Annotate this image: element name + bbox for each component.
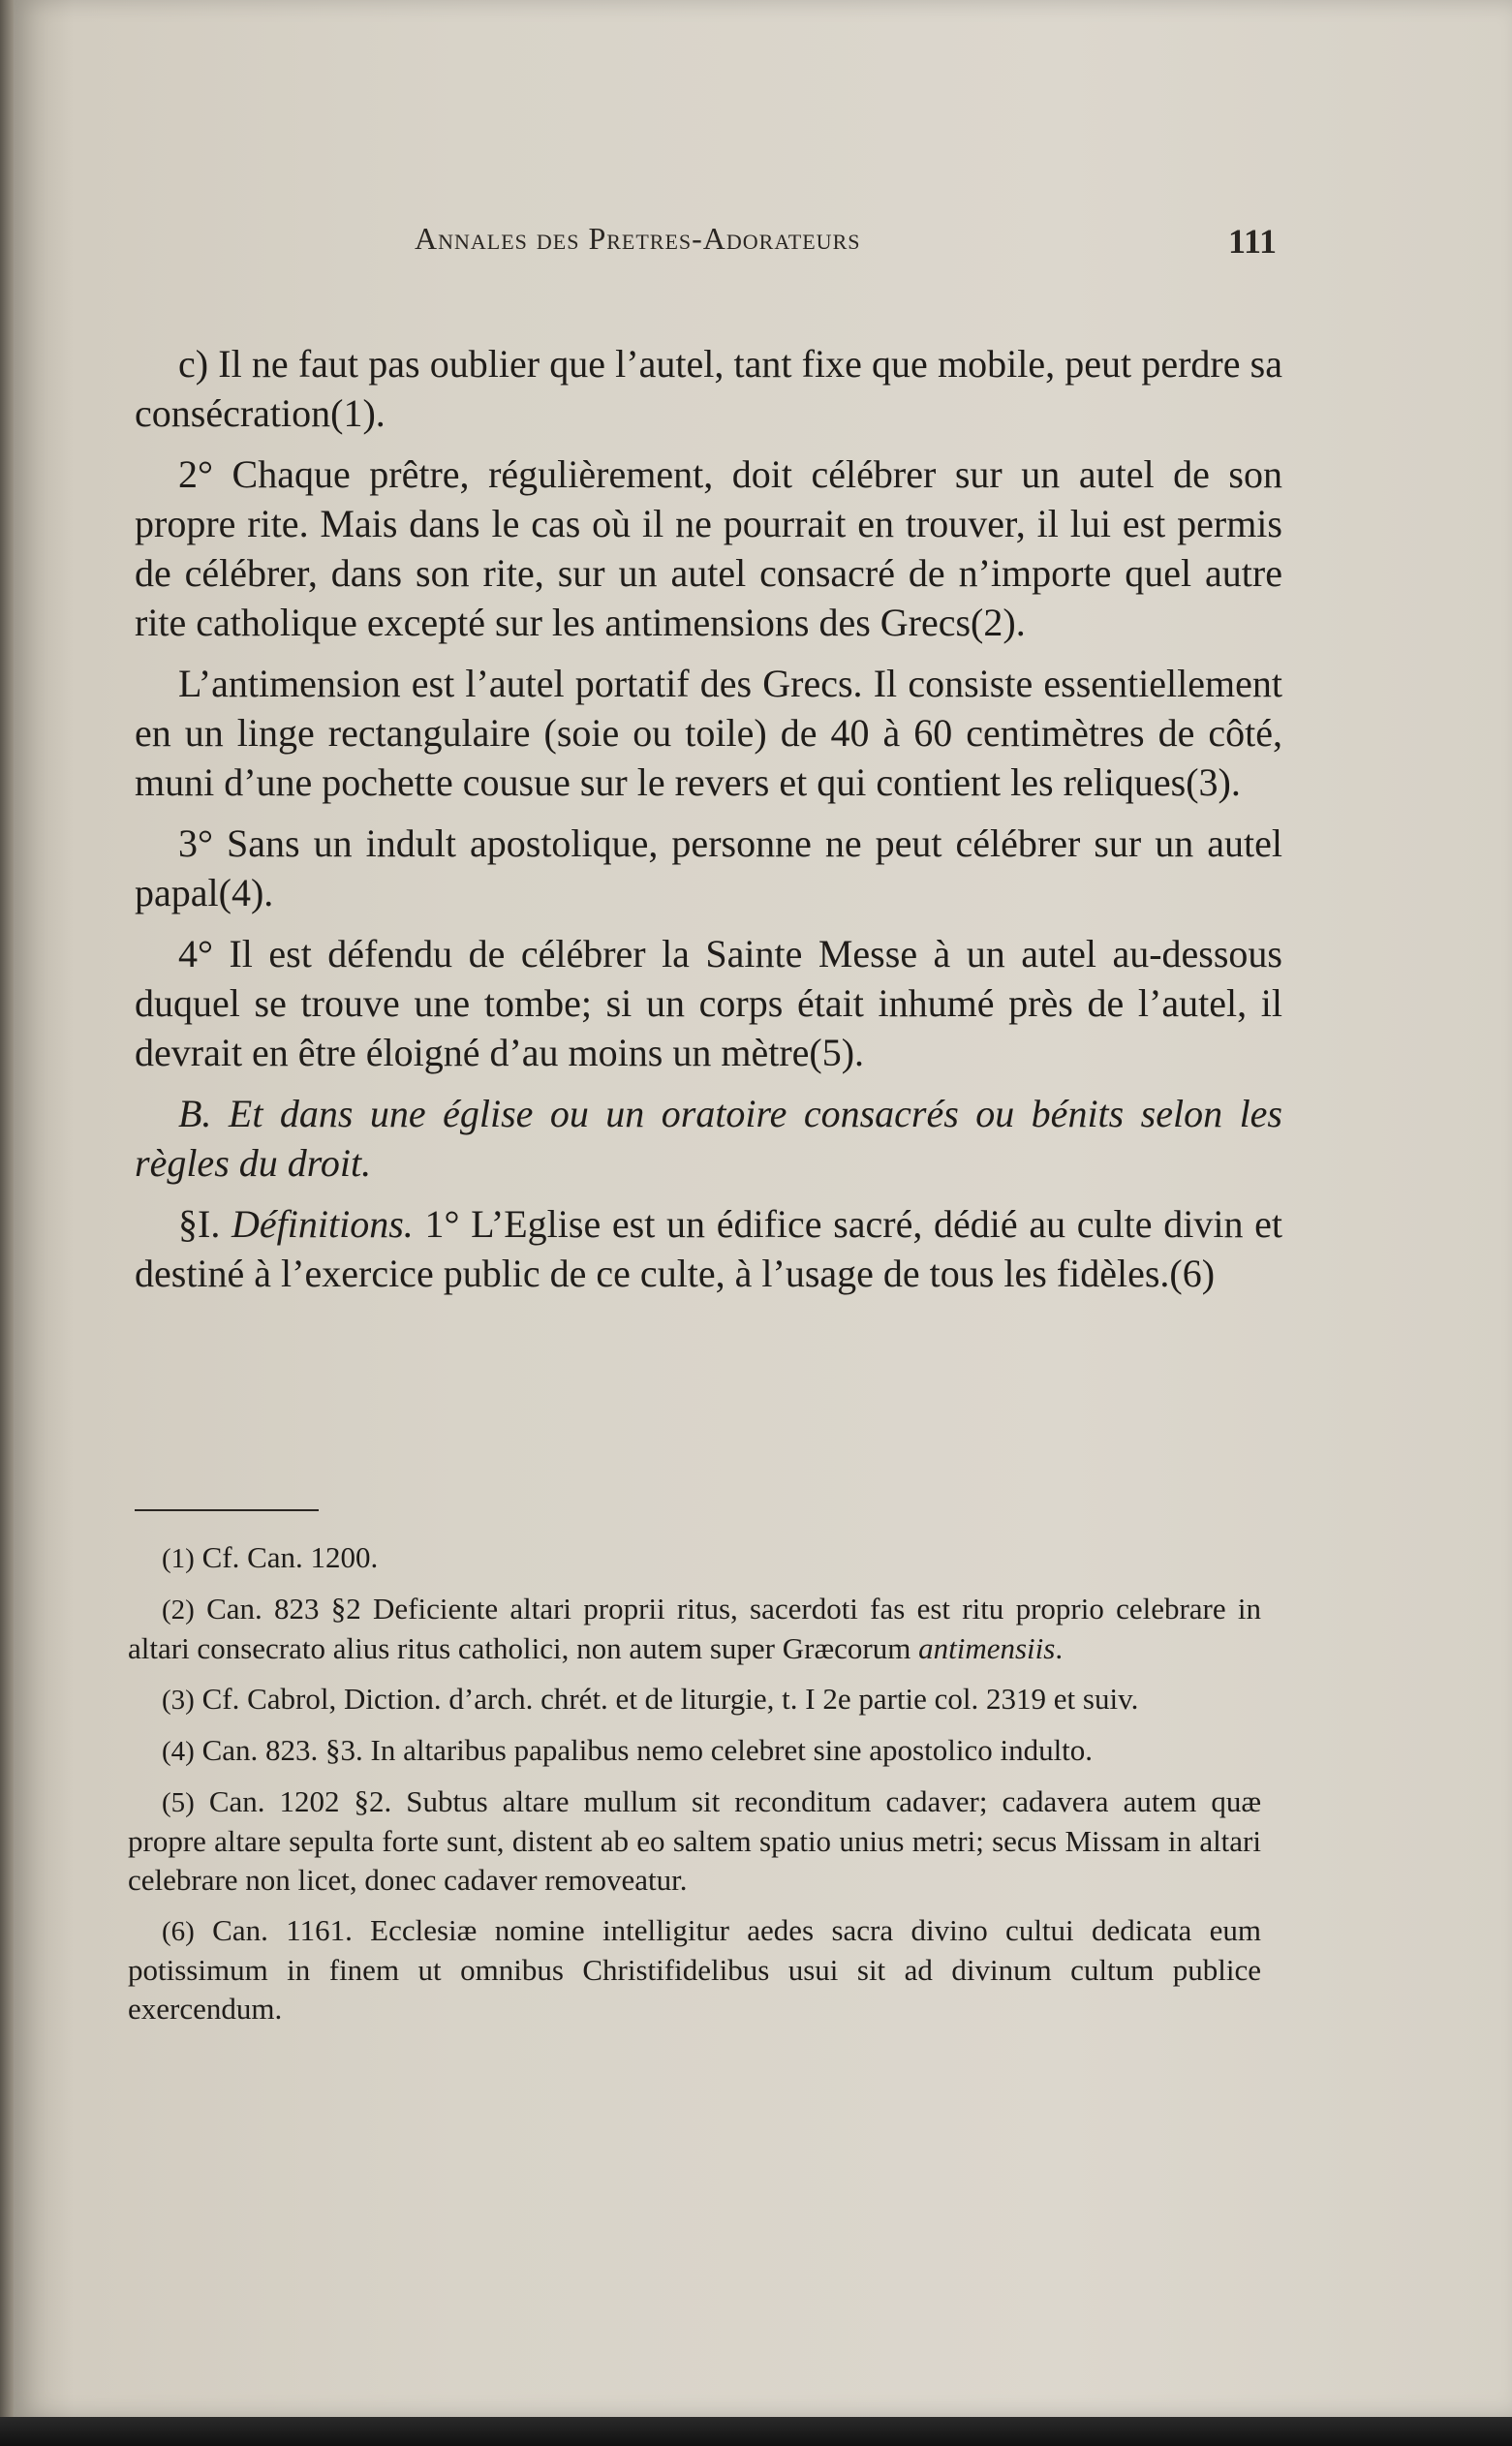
- paragraph-3: L’antimension est l’autel portatif des Grecs. Il consiste essentiellement en un linge rectangulaire (soie ou toile) de 40 à 60 centimètres de côté, muni d’une pochette cousue sur le revers et qui contient les reliques(3).: [135, 662, 1282, 804]
- footnote-text: Can. 823. §3. In altaribus papalibus nemo celebret sine apostolico indulto.: [194, 1733, 1094, 1767]
- definitions-term: Définitions.: [231, 1202, 414, 1246]
- book-gutter: [0, 0, 14, 2446]
- footnote-emphasis: antimensiis: [918, 1631, 1056, 1665]
- footnote-text: Cf. Cabrol, Diction. d’arch. chrét. et de liturgie, t. I 2e partie col. 2319 et suiv.: [194, 1682, 1139, 1716]
- footnote-number: (4): [162, 1736, 195, 1767]
- section-mark: §I.: [178, 1202, 221, 1246]
- footnote-text: Can. 1202 §2. Subtus altare mullum sit reconditum cadaver; cadavera autem quæ propre altare sepulta forte sunt, distent ab eo saltem spatio unius metri; secus Missam in altari celebrare non licet, donec cadaver removeatur.: [128, 1784, 1261, 1897]
- main-text: [135, 339, 1282, 1310]
- paragraph-4: 3° Sans un indult apostolique, personne ne peut célébrer sur un autel papal(4).: [135, 821, 1282, 914]
- footnote-5: [128, 1782, 1261, 1900]
- paragraph-5: 4° Il est défendu de célébrer la Sainte Messe à un autel au-dessous duquel se trouve une tombe; si un corps était inhumé près de l’autel, il devrait en être éloigné d’au moins un mètre(5).: [135, 932, 1282, 1074]
- footnote-divider: [135, 1509, 319, 1511]
- footnote-number: (3): [162, 1685, 195, 1716]
- book-page: [14, 0, 1512, 2417]
- footnote-text: Can. 823 §2 Deficiente altari proprii ritus, sacerdoti fas est ritu proprio celebrare in altari consecrato alius ritus catholici, non autem super Græcorum: [128, 1592, 1261, 1665]
- footnotes: [128, 1538, 1261, 2040]
- footnote-number: (5): [162, 1787, 195, 1818]
- footnote-text: Cf. Can. 1200.: [194, 1540, 379, 1574]
- page-number: 111: [1228, 222, 1278, 261]
- paragraph-definitions: [135, 1199, 1282, 1298]
- footnote-number: (6): [162, 1916, 195, 1947]
- footnote-number: (2): [162, 1595, 195, 1626]
- page-header: [14, 221, 1512, 279]
- footnote-1: [128, 1538, 1261, 1578]
- footnote-number: (1): [162, 1543, 195, 1574]
- footnote-text: Can. 1161. Ecclesiæ nomine intelligitur aedes sacra divino cultui dedicata eum potissimum in finem ut omnibus Christifidelibus usui sit ad divinum cultum publice exercendum.: [128, 1913, 1261, 2026]
- paragraph-1: c) Il ne faut pas oublier que l’autel, tant fixe que mobile, peut perdre sa consécration(1).: [135, 342, 1282, 435]
- running-title: Annales des Pretres-Adorateurs: [415, 221, 861, 256]
- page-bottom-edge: [0, 2417, 1512, 2446]
- definitions-text: 1° L’Eglise est un édifice sacré, dédié au culte divin et destiné à l’exercice public de ce culte, à l’usage de tous les fidèles.(6): [135, 1202, 1282, 1295]
- footnote-2: [128, 1590, 1261, 1668]
- footnote-4: [128, 1731, 1261, 1771]
- footnote-tail: .: [1055, 1631, 1064, 1665]
- footnote-6: [128, 1911, 1261, 2028]
- paragraph-2: 2° Chaque prêtre, régulièrement, doit célébrer sur un autel de son propre rite. Mais dans le cas où il ne pourrait en trouver, il lui est permis de célébrer, dans son rite, sur un autel consacré de n’importe quel autre rite catholique excepté sur les antimensions des Grecs(2).: [135, 452, 1282, 644]
- section-heading-b: B. Et dans une église ou un oratoire consacrés ou bénits selon les règles du droit.: [135, 1092, 1282, 1185]
- footnote-3: [128, 1680, 1261, 1719]
